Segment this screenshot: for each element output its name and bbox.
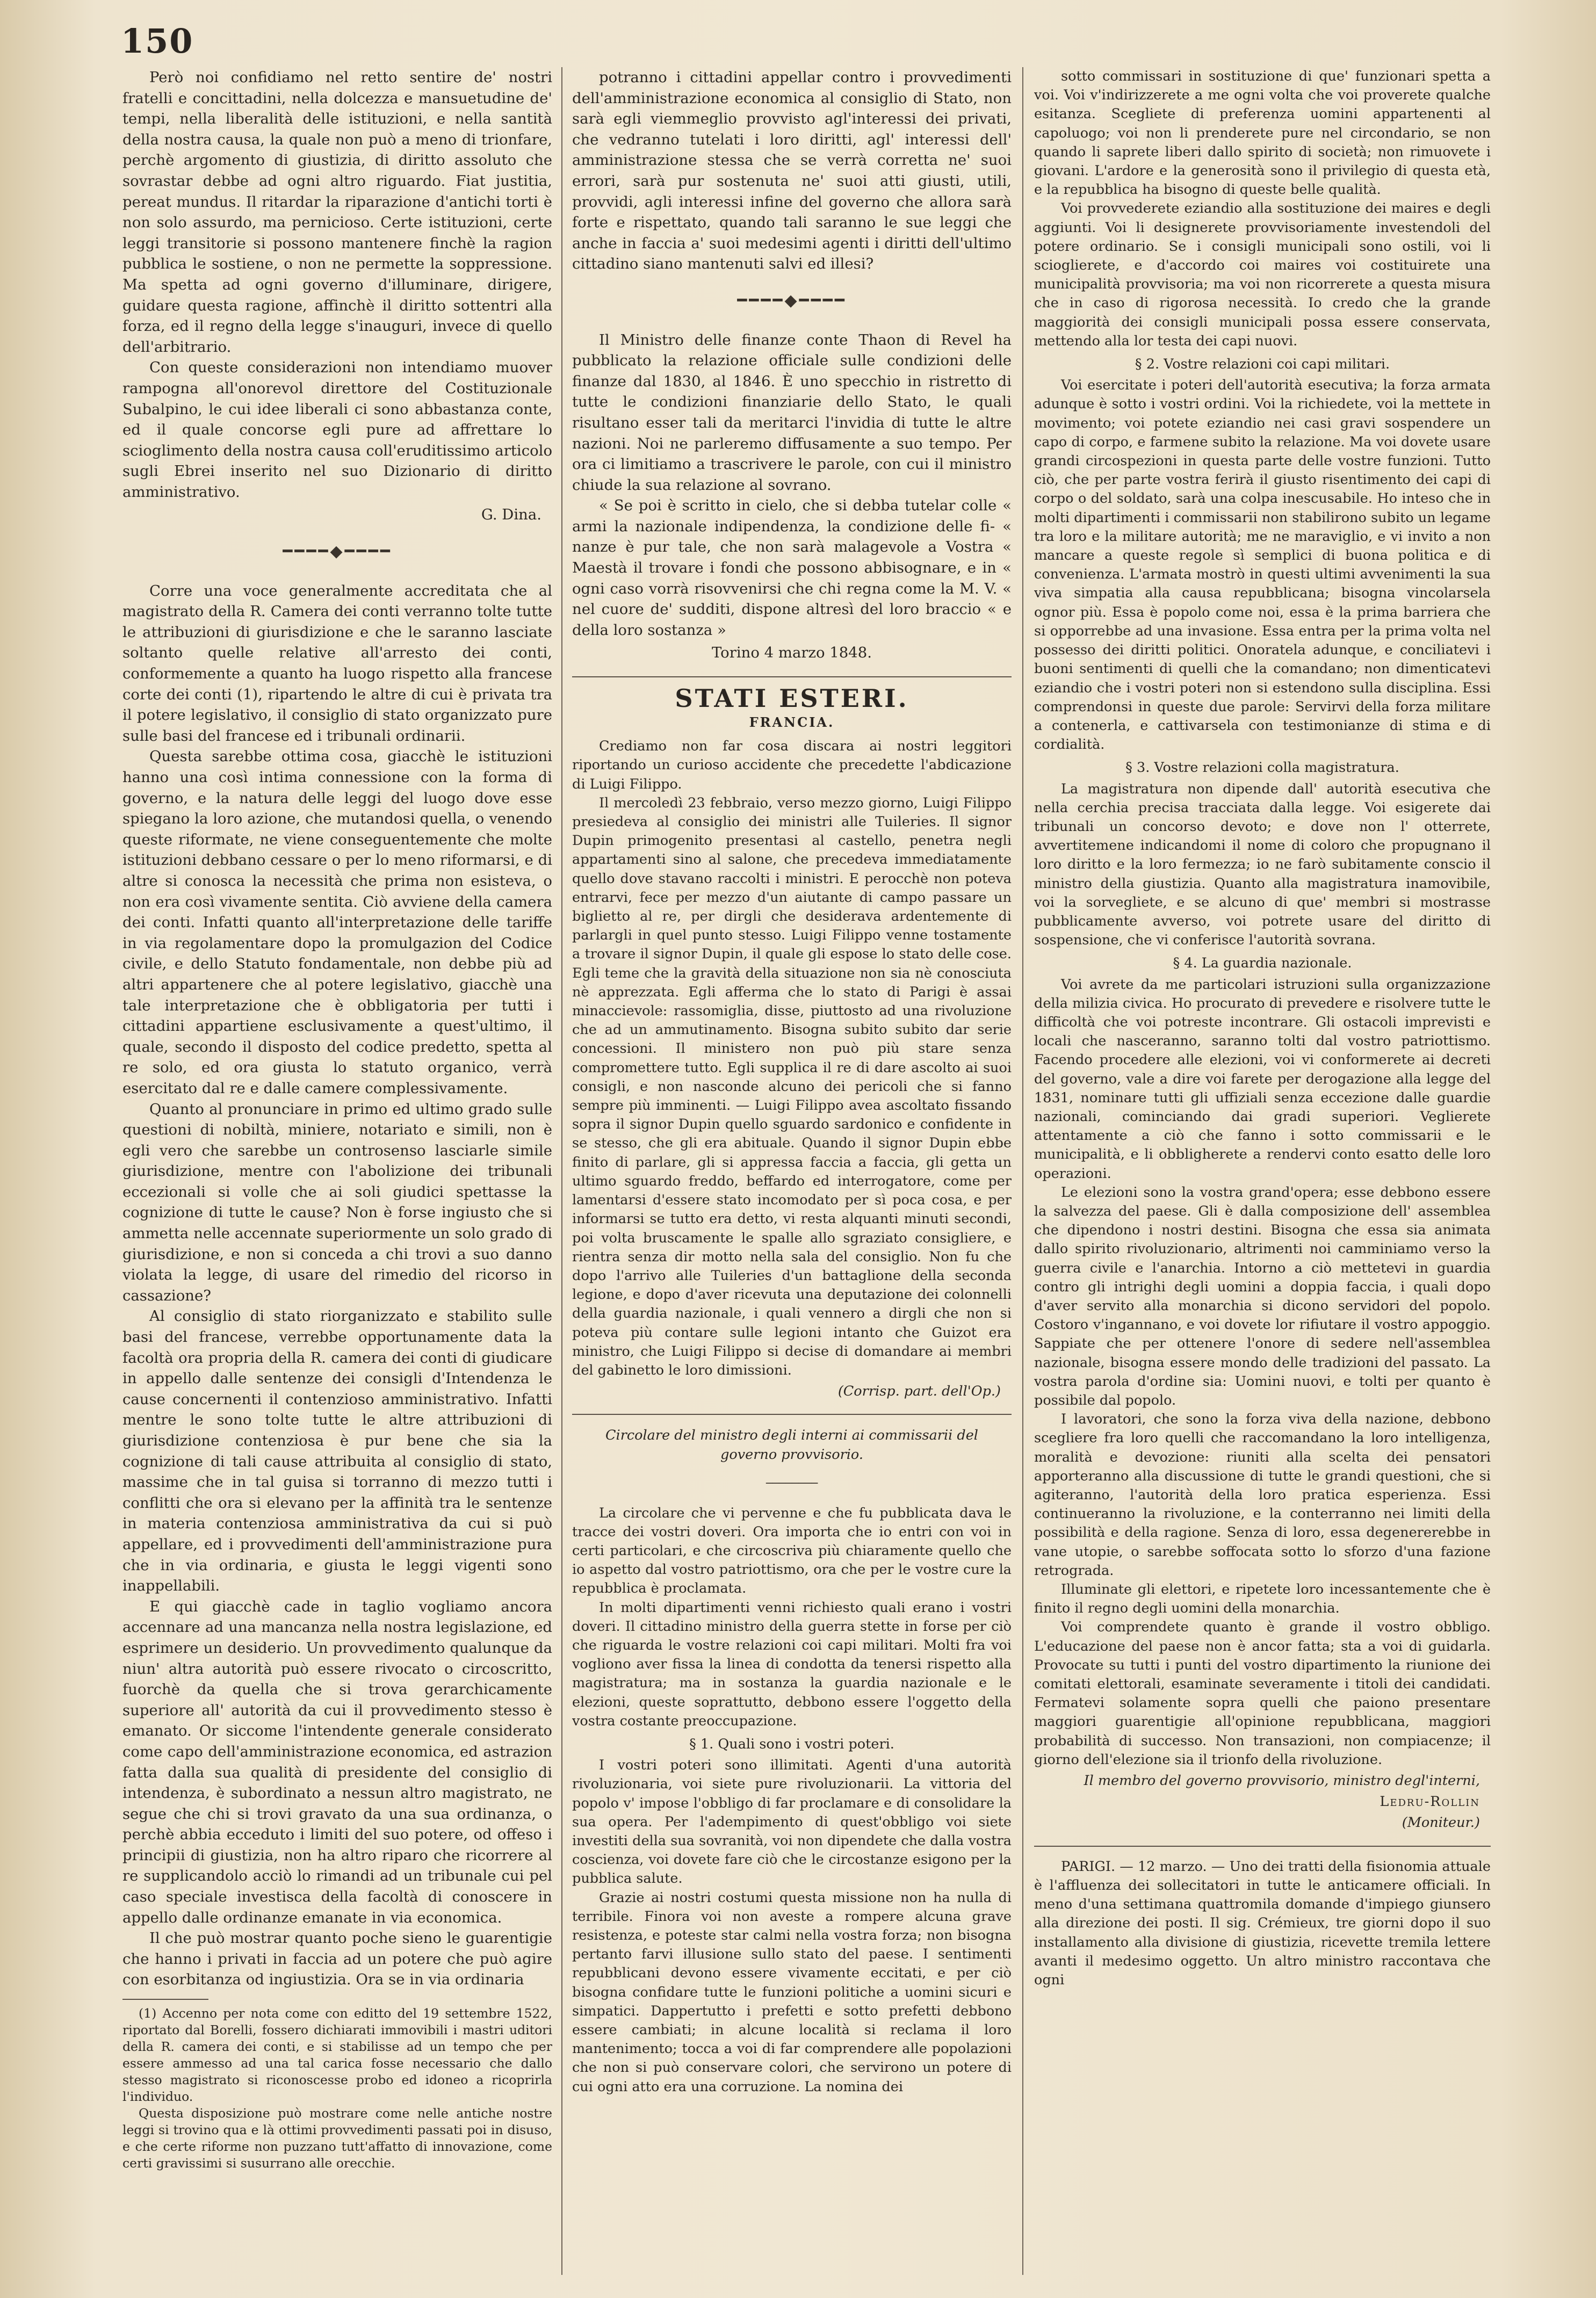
paragraph: Grazie ai nostri costumi questa missione non ha nulla di terribile. Finora voi non aveste a rompere alcuna grave resistenza, e poteste star calmi nella vostra forza; non bisogna pertanto farvi illusione sullo stato del paese. I sentimenti repubblicani devono essere vivamente eccitati, e per ciò bisogna confidare tutte le funzioni politiche a uomini sicuri e simpatici. Dappertutto i prefetti e sotto prefetti debbono essere cambiati; in alcune località si reclama il loro mantenimento; tocca a voi di far comprendere alle popolazioni che non si può conservare colori, che servirono un potere di cui ogni atto era una corruzione. La nomina dei (572, 1889, 1012, 2095)
section-rule (572, 676, 1012, 677)
page-number: 150 (121, 21, 194, 61)
paragraph: Corre una voce generalmente accreditata che al magistrato della R. Camera dei conti verranno tolte tutte le attribuzioni di giurisdizione e che le saranno lasciate soltanto quelle relative all'arresto dei conti, conformemente a quanto ha luogo rispetto alla francese corte dei conti (1), ripartendo le altre di cui è privata tra il potere legislativo, il consiglio di stato organizzato pure sulle basi del francese ed i tribunali ordinarii. (122, 582, 552, 745)
signature: G. Dina. (481, 506, 541, 524)
paragraph: Voi esercitate i poteri dell'autorità esecutiva; la forza armata adunque è sotto i vostri ordini. Voi la richiedete, voi la mettete in movimento; voi potete eziandio nei casi gravi sospendere un capo di corpo, e farmene subito la relazione. Ma voi dovete usare grandi circospezioni in questa parte delle vostre funzioni. Tutto ciò, che per parte vostra ferirà il giusto risentimento dei capi di corpo o del soldato, sarà una colpa inescusabile. Ho inteso che in molti dipartimenti i commissarii non stabilirono subito un legame tra loro e la militare autorità; me ne maraviglio, e vi invito a non mancare a queste regole sì semplici di buona politica e di convenienza. L'armata mostrò in questi ultimi avvenimenti la sua viva simpatia alla causa repubblicana; bisogna vincolarsela ognor più. Essa è popolo come noi, essa è la prima barriera che si opporrebbe ad una invasione. Essa entra per la prima volta nel possesso dei diritti politici. Onoratela adunque, e conciliatevi i buoni sentimenti di quelli che la comandano; non dimenticatevi eziandio che i vostri poteri non si estendono sulla disciplina. Essi comprendonsi in queste due parole: Servirvi della forza militare a contenerla, e cattivarsela con testimonianze di stima e di cordialità. (1034, 377, 1491, 753)
ornamental-divider: ━━━━◆━━━━ (283, 542, 392, 561)
paragraph: sotto commissari in sostituzione di que' funzionari spetta a voi. Voi v'indirizzerete a me ogni volta che voi proverete qualche esitanza. Scegliete di preferenza uomini appartenenti al capoluogo; voi non li prenderete pure nel circondario, se non quando li saprete liberi dallo spirito di società; non rimuovete i giovani. L'ardore e la generosità sono il privilegio di questa età, e la repubblica ha bisogno di queste belle qualità. (1034, 68, 1491, 198)
footnote-rule (122, 1999, 208, 2000)
paragraph: In molti dipartimenti venni richiesto quali erano i vostri doveri. Il cittadino ministro della guerra stette in forse per ciò che riguarda le vostre relazioni coi capi militari. Molti fra voi vogliono aver fissa la linea di condotta da tenersi rispetto alla magistratura; ma in sostanza la guardia nazionale e le elezioni, queste soprattutto, debbono essere l'oggetto della vostra costante preoccupazione. (572, 1599, 1012, 1729)
paragraph: Questa sarebbe ottima cosa, giacchè le istituzioni hanno una così intima connessione con la forma di governo, e la natura delle leggi del luogo dove esse spiegano la loro azione, che mutandosi quella, o venendo queste riformate, ne viene conseguentemente che molte istituzioni debbano cessare o per lo meno riformarsi, e di altre si conosca la necessità che prima non esisteva, o non era così vivamente sentita. Ciò avviene della camera dei conti. Infatti quanto all'interpretazione delle tariffe in via regolamentare dopo la promulgazion del Codice civile, e dello Statuto fondamentale, non debbe più ad altri appartenere che al potere legislativo, giacchè una tale interpretazione che è obbligatoria per tutti i cittadini appartiene esclusivamente a quest'ultimo, il quale, secondo il disposto del codice predetto, spetta al re solo, ed ora giusta lo statuto organico, verrà esercitato dal re e dalle camere complessivamente. (122, 748, 552, 1097)
subsection-heading: § 1. Quali sono i vostri poteri. (689, 1736, 894, 1752)
column-rule-left (561, 67, 562, 2275)
paragraph: PARIGI. — 12 marzo. — Uno dei tratti della fisionomia attuale è l'affluenza dei sollecitatori in tutte le anticamere officiali. In meno d'una settimana quattromila domande d'impiego giunsero alla direzione dei posti. Il sig. Crémieux, tre giorni dopo il suo installamento alla divisione di giustizia, ricevette tremila lettere avanti il medesimo oggetto. Un altro ministro raccontava che ogni (1034, 1858, 1491, 1988)
paragraph: I lavoratori, che sono la forza viva della nazione, debbono scegliere fra loro quelli che raccomandano la loro intelligenza, moralità e devozione: riuniti alla scelta dei pensatori apporteranno alla discussione di tutte le grandi questioni, che si agiteranno, l'autorità della loro pratica esperienza. Essi continueranno la rivoluzione, e la conterranno nei limiti della possibilità e della ragione. Senza di loro, essa degenererebbe in vane utopie, o sarebbe soffocata sotto lo sforzo d'una fazione retrograda. (1034, 1411, 1491, 1579)
paragraph: Illuminate gli elettori, e ripetete loro incessantemente che è finito il regno degli uomini della monarchia. (1034, 1581, 1491, 1617)
paragraph: Crediamo non far cosa discara ai nostri leggitori riportando un curioso accidente che precedette l'abdicazione di Luigi Filippo. (572, 738, 1012, 792)
minister-name: Ledru-Rollin (1380, 1794, 1480, 1810)
paragraph: Le elezioni sono la vostra grand'opera; esse debbono essere la salvezza del paese. Gli è dalla composizione dell' assemblea che dipendono i nostri destini. Bisogna che essa sia animata dallo spirito rivoluzionario, altrimenti noi camminiamo verso la guerra civile e l'anarchia. Intorno a ciò mettetevi in guardia contro gli intrighi degli uomini a doppia faccia, i quali dopo d'aver servito alla monarchia si dicono servidori del popolo. Costoro v'ingannano, e voi dovete lor rifiutare il vostro appoggio. Sappiate che per ottenere l'onore di sedere nell'assemblea nazionale, bisogna essere mondo delle tradizioni del passato. La vostra parola d'ordine sia: Uomini nuovi, e tolti per quanto è possibile dal popolo. (1034, 1184, 1491, 1409)
paragraph: La magistratura non dipende dall' autorità esecutiva che nella cerchia precisa tracciata dalla legge. Voi esigerete dai tribunali un concorso devoto; e dove non l' otterrete, avvertitemene indicandomi il nome di coloro che propugnano il loro diritto e la loro fermezza; io ne farò subitamente conscio il ministro della giustizia. Quanto alla magistratura inamovibile, voi la sorvegliete, e se alcuno di que' membri si mostrasse pubblicamente avverso, voi potrete usare del diritto di sospensione, che vi conferisce l'autorità sovrana. (1034, 781, 1491, 949)
section-rule (572, 1414, 1012, 1415)
footnotes (122, 1999, 552, 2172)
country-heading: FRANCIA. (749, 714, 835, 730)
paragraph: Però noi confidiamo nel retto sentire de' nostri fratelli e concittadini, nella dolcezza e mansuetudine de' tempi, nella liberalità delle istituzioni, e nella santità della nostra causa, la quale non può a meno di trionfare, perchè argomento di giustizia, di diritto assoluto che sovrastar debbe ad ogni altro riguardo. Fiat justitia, pereat mundus. Il ritardar la riparazione d'antichi torti è non solo assurdo, ma pernicioso. Certe istituzioni, certe leggi transitorie si possono mantenere finchè la ragion pubblica le sostiene, o non ne permette la soppressione. Ma spetta ad ogni governo d'illuminare, dirigere, guidare questa ragione, affinchè il diritto sottentri alla forza, ed il regno della legge s'inauguri, invece di quello dell'arbitrario. (122, 69, 552, 356)
quotation: « Se poi è scritto in cielo, che si debba tutelar colle « armi la nazionale indipendenza, la condizione delle fi- « nanze è pur tale, che non sarà malagevole a Vostra « Maestà il trovare i fondi che possono abbisognare, e in « ogni caso vorrà risovvenirsi che chi regna come la M. V. « nel cuore de' sudditi, dispone altresì del loro braccio « e della loro sostanza » (572, 497, 1012, 639)
dateline: Torino 4 marzo 1848. (711, 644, 872, 662)
column-1 (122, 67, 552, 2275)
paragraph: Il Ministro delle finanze conte Thaon di Revel ha pubblicato la relazione officiale sulle condizioni delle finanze dal 1830, al 1846. È uno specchio in ristretto di tutte le condizioni finanziarie dello Stato, le quali risultano esser tali da meritarci l'invidia di tutte le altre nazioni. Noi ne parleremo diffusamente a suo tempo. Per ora ci limitiamo a trascrivere le parole, con cui il ministro chiude la sua relazione al sovrano. (572, 331, 1012, 494)
circular-title: Circolare del ministro degli interni ai commissarii del governo provvisorio. (605, 1427, 978, 1463)
paragraph: Voi avrete da me particolari istruzioni sulla organizzazione della milizia civica. Ho procurato di prevedere e risolvere tutte le difficoltà che voi potreste incontrare. Gli ostacoli imprevisti e locali che nasceranno, saranno tolti dal vostro patriottismo. Facendo procedere alle elezioni, voi vi conformerete ai decreti del governo, vale a dire voi farete per derogazione alla legge del 1831, nominare tutti gli uffiziali senza eccezione dalle guardie nazionali, cominciando dai gradi superiori. Veglierete attentamente a ciò che fanno i sotto commissarii e le municipalità, e li obbligherete a rendervi conto esatto delle loro operazioni. (1034, 976, 1491, 1182)
paragraph: Al consiglio di stato riorganizzato e stabilito sulle basi del francese, verrebbe opportunamente data la facoltà ora propria della R. camera dei conti di giudicare in appello dalle sentenze dei consigli d'Intendenza le cause concernenti il contenzioso amministrativo. Infatti mentre le sono tolte tutte le altre attribuzioni di giurisdizione contenziosa è pur bene che sia la cognizione di tali cause attribuita al consiglio di stato, massime che in tal guisa si torranno di mezzo tutti i conflitti che ora si elevano per la affinità tra le sentenze in materia contenziosa amministrativa da cui si può appellare, ed i provvedimenti dell'amministrazione pura che in via ordinaria, e giusta le leggi vigenti sono inappellabili. (122, 1307, 552, 1595)
footnote: Questa disposizione può mostrare come nelle antiche nostre leggi si trovino qua e là ottimi provvedimenti passati poi in disuso, e che certe riforme non puzzano tutt'affatto di innovazione, come certi gravissimi si susurrano alle orecchie. (122, 2106, 552, 2171)
section-rule (1034, 1846, 1491, 1847)
paragraph: Voi comprendete quanto è grande il vostro obbligo. L'educazione del paese non è ancor fatta; sta a voi di guidarla. Provocate su tutti i punti del vostro dipartimento la riunione dei comitati elettorali, esaminate severamente i titoli dei candidati. Fermatevi solamente sopra quelli che paiono presentare maggiori guarentigie all'opinione repubblicana, maggiori probabilità di successo. Non transazioni, non compiacenze; il giorno dell'elezione sia il trionfo della rivoluzione. (1034, 1619, 1491, 1768)
footnote: (1) Accenno per nota come con editto del 19 settembre 1522, riportato dal Borelli, fossero dichiarati immovibili i mastri uditori della R. camera dei conti, e si stabilisse ad un tempo che per essere ammesso ad una tal carica fosse necessario che dallo stesso magistrato si riconoscesse probo ed idoneo a ricoprirla l'individuo. (122, 2006, 552, 2105)
subsection-heading: § 3. Vostre relazioni colla magistratura. (1125, 760, 1399, 776)
paragraph: Voi provvederete eziandio alla sostituzione dei maires e degli aggiunti. Voi li designerete provvisoriamente investendoli del potere ordinario. Se i consigli municipali sono ostili, voi li scioglierete, e d'accordo coi maires voi costituirete una municipalità provvisoria; ma voi non ricorrerete a questa misura che in caso di rigorosa necessità. Io credo che la grande maggiorità dei consigli municipali possa essere conservata, mettendo alla lor testa dei capi nuovi. (1034, 200, 1491, 349)
paragraph: E qui giacchè cade in taglio vogliamo ancora accennare ad una mancanza nella nostra legislazione, ed esprimere un desiderio. Un provvedimento qualunque da niun' altra autorità può essere rivocato o circoscritto, fuorchè da quella che si trova gerarchicamente superiore all' autorità da cui il provvedimento stesso è emanato. Or siccome l'intendente generale considerato come capo dell'amministrazione economica, ed astrazion fatta dalla sua qualità di presidente del consiglio di intendenza, è subordinato a nessun altro magistrato, ne segue che chi si trovi gravato da una sua ordinanza, o perchè abbia ecceduto i limiti del suo potere, od offeso i principii di giustizia, non ha altro riparo che ricorrere al re supplicandolo acciò lo rimandi ad un tribunale cui pel caso speciale investisca della facoltà di conoscere in appello dalle ordinanze emanate in via economica. (122, 1598, 552, 1926)
paragraph: Con queste considerazioni non intendiamo muover rampogna all'onorevol direttore del Costituzionale Subalpino, le cui idee liberali ci sono abbastanza conte, ed il quale concorse egli pure ad affrettare lo scioglimento della nostra causa coll'eruditissimo articolo sugli Ebrei inserito nel suo Dizionario di diritto amministrativo. (122, 359, 552, 501)
column-rule-right (1022, 67, 1023, 2275)
paragraph: potranno i cittadini appellar contro i provvedimenti dell'amministrazione economica al consiglio di Stato, non sarà egli viemmeglio provvisto agl'interessi dei privati, che vedranno tutelati i loro diritti, agl' interessi dell' amministrazione stessa che se verrà corretta ne' suoi errori, sarà pur sostenuta ne' suoi atti giusti, utili, provvidi, agli interessi infine del governo che allora sarà forte e rispettato, quando tali saranno le sue leggi che anche in faccia a' suoi medesimi agenti i diritti dell'ultimo cittadino siano mantenuti salvi ed illesi? (572, 69, 1012, 273)
section-title: STATI ESTERI. (675, 684, 909, 713)
short-divider: ──────── (765, 1477, 818, 1490)
paragraph: Il mercoledì 23 febbraio, verso mezzo giorno, Luigi Filippo presiedeva al consiglio dei ministri alle Tuileries. Il signor Dupin primogenito presentasi al castello, penetra negli appartamenti sino al salone, che precedeva immediatamente quello dove stavano raccolti i ministri. E perocchè non poteva entrarvi, fece per mezzo d'un aiutante di campo passare un biglietto al re, per dirgli che desiderava ardentemente di parlargli in quel punto stesso. Luigi Filippo venne tostamente a trovare il signor Dupin, il quale gli espose lo stato delle cose. Egli teme che la gravità della situazione non sia nè conosciuta nè apprezzata. Egli afferma che lo stato di Parigi è assai minaccievole: rassomiglia, disse, piuttosto ad una rivoluzione che ad un ammutinamento. Bisogna subito subito dar serie concessioni. Il ministero non può più stare senza compromettere tutto. Egli supplica il re di dare ascolto ai suoi consigli, e non nasconde alcuno dei pericoli che si fanno sempre più imminenti. — Luigi Filippo avea ascoltato fissando sopra il signor Dupin quello sguardo sardonico e confidente in se stesso, che gli era abituale. Quando il signor Dupin ebbe finito di parlare, gli si appressa faccia a faccia, gli getta un ultimo sguardo freddo, beffardo ed interrogatore, come per lamentarsi d'essere stato incomodato per sì poca cosa, e per informarsi se tutto era detto, vi resta alquanti minuti secondi, poi volta bruscamente le spalle allo sgraziato consigliere, e rientra senza dir motto nella sala del consiglio. Non fu che dopo l'arrivo alle Tuileries d'un battaglione della seconda legione, e dopo d'aver ricevuta una deputazione dei colonnelli della guardia nazionale, i quali vennero a dirgli che non si poteva più contare sulle legioni intanto che Guizot era ministro, che Luigi Filippo si decise di domandare ai membri del gabinetto le loro dimissioni. (572, 794, 1012, 1378)
ornamental-divider: ━━━━◆━━━━ (737, 291, 847, 310)
paragraph: Quanto al pronunciare in primo ed ultimo grado sulle questioni di nobiltà, miniere, notariato e simili, non è egli vero che sarebbe un controsenso lasciarle simile giurisdizione, mentre con l'abolizione dei tribunali eccezionali si volle che ai soli giudici spettasse la cognizione di tutte le cause? Non è forse ingiusto che si ammetta nelle accennate superiormente un solo grado di giurisdizione, e non si conceda a chi trovi a suo danno violata la legge, di usare del rimedio del ricorso in cassazione? (122, 1100, 552, 1304)
subsection-heading: § 2. Vostre relazioni coi capi militari. (1135, 356, 1390, 373)
paragraph: Il che può mostrar quanto poche sieno le guarentigie che hanno i privati in faccia ad un potere che può agire con esorbitanza od ingiustizia. Ora se in via ordinaria (122, 1930, 552, 1989)
column-3 (1034, 67, 1491, 2275)
correspondent-credit: (Corrisp. part. dell'Op.) (837, 1383, 1001, 1400)
subsection-heading: § 4. La guardia nazionale. (1173, 955, 1352, 972)
minister-title: Il membro del governo provvisorio, ministro degl'interni, (1084, 1773, 1480, 1789)
paragraph: La circolare che vi pervenne e che fu pubblicata dava le tracce dei vostri doveri. Ora importa che io entri con voi in certi particolari, e che circoscriva più chiaramente quello che io aspetto dal vostro patriottismo, ora che per le vostre cure la repubblica è proclamata. (572, 1505, 1012, 1597)
paragraph: I vostri poteri sono illimitati. Agenti d'una autorità rivoluzionaria, voi siete pure rivoluzionarii. La vittoria del popolo v' impose l'obbligo di far proclamare e di consolidare la sua opera. Per l'adempimento di quest'obbligo voi siete investiti della sua sovranità, voi non dipendete che dalla vostra coscienza, voi dovete fare ciò che le circostanze esigono per la pubblica salute. (572, 1757, 1012, 1887)
column-2 (572, 67, 1012, 2275)
source-credit: (Moniteur.) (1402, 1815, 1480, 1831)
small-type-block (572, 737, 1012, 2097)
